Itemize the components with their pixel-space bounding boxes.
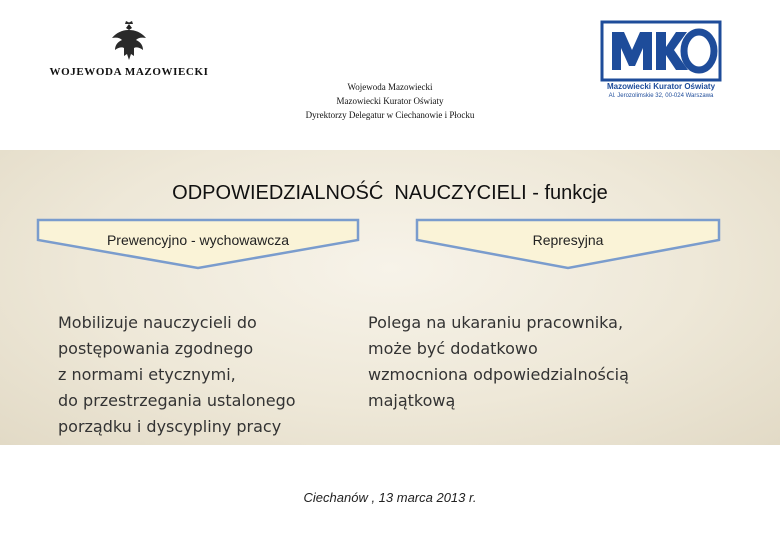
mko-logo (596, 20, 726, 102)
wojewoda-caption: WOJEWODA MAZOWIECKI (49, 66, 209, 78)
left-chevron-label: Prewencyjno - wychowawcza (106, 232, 290, 248)
text-line: wzmocniona odpowiedzialnością (368, 365, 629, 384)
right-chevron-label: Represyjna (532, 232, 604, 248)
text-line: porządku i dyscypliny pracy (58, 417, 282, 436)
text-line: do przestrzegania ustalonego (58, 391, 296, 410)
text-line: z normami etycznymi, (58, 365, 236, 384)
footer-date: Ciechanów , 13 marca 2013 r. (303, 490, 477, 505)
slide-title: ODPOWIEDZIALNOŚĆ NAUCZYCIELI - funkcje (172, 182, 608, 204)
text-line: postępowania zgodnego (58, 339, 254, 358)
slide-header (0, 0, 780, 150)
left-description (58, 310, 358, 440)
right-description (368, 310, 708, 414)
text-line: Polega na ukaraniu pracownika, (368, 313, 624, 332)
eagle-emblem-icon (109, 20, 149, 64)
header-line: Wojewoda Mazowiecki (347, 82, 433, 92)
text-line: majątkową (368, 391, 456, 410)
header-line: Mazowiecki Kurator Oświaty (336, 96, 444, 106)
text-line: Mobilizuje nauczycieli do (58, 313, 257, 332)
mko-logo-icon (596, 20, 726, 82)
wojewoda-logo (38, 18, 220, 80)
mko-name: Mazowiecki Kurator Oświaty (606, 82, 716, 91)
institution-lines (240, 80, 540, 122)
text-line: może być dodatkowo (368, 339, 538, 358)
mko-address: Al. Jerozolimskie 32, 00-024 Warszawa (608, 93, 714, 99)
header-line: Dyrektorzy Delegatur w Ciechanowie i Płocku (305, 110, 475, 120)
